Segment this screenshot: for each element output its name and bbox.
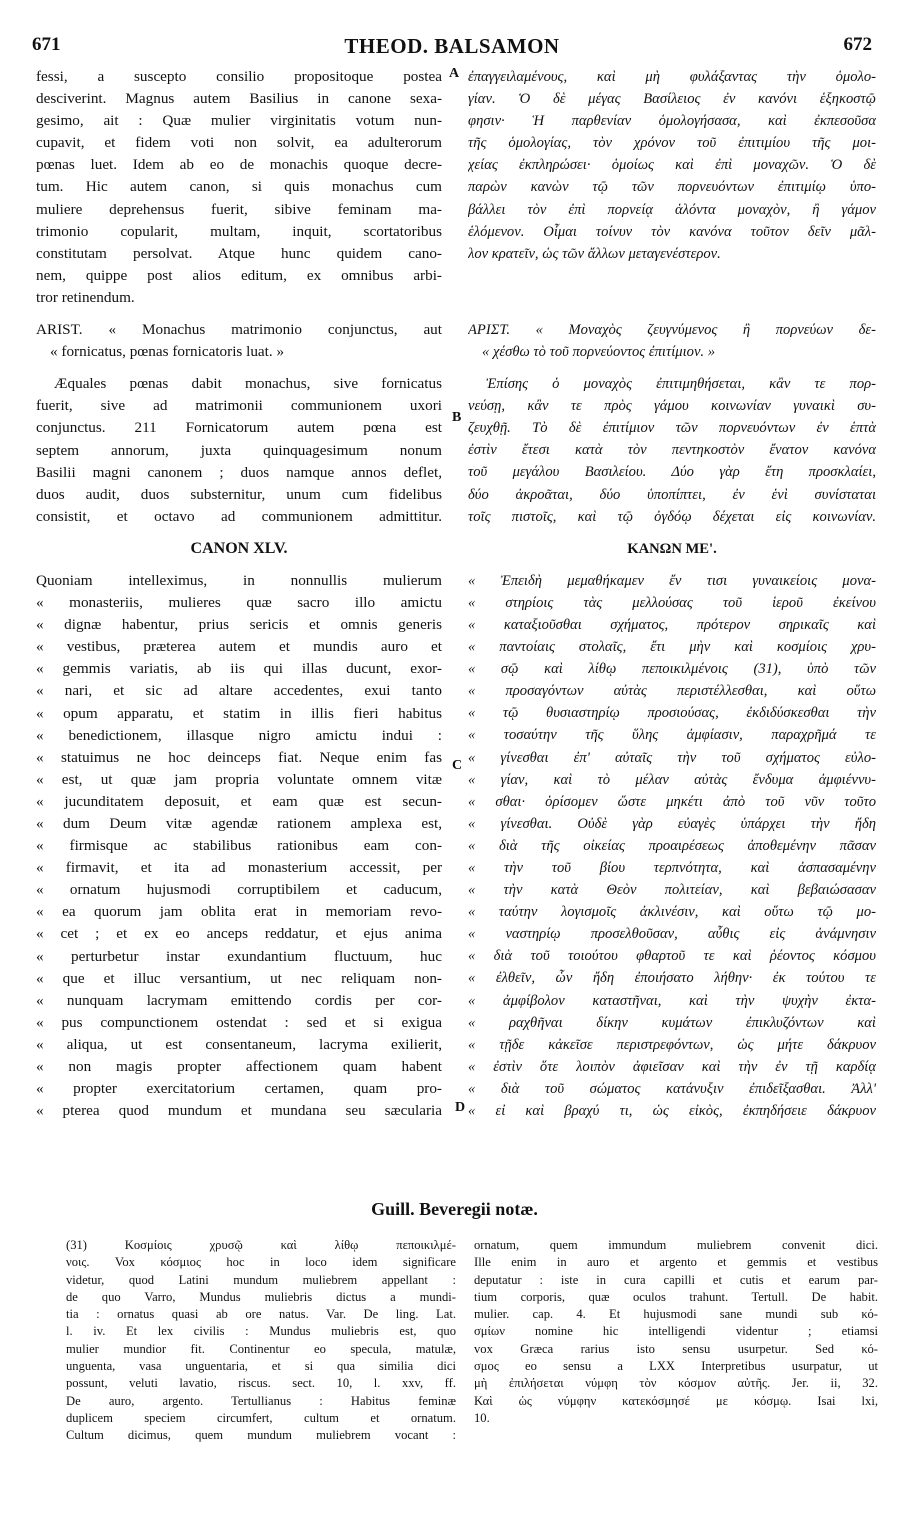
text-line: « ἐλθεῖν, ὧν ἤδη ἐποιήσατο λήθην· ἐκ τούτου τε: [468, 970, 876, 987]
text-line: « τῷ θυσιαστηρίῳ προσιούσας, ἐκδιδύσκεσθαι τὴν: [468, 705, 876, 722]
text-line: τῆς ὁμολογίας, τὸν χρόνον τοῦ ἐπιτιμίου τῆς μοι-: [468, 135, 876, 152]
text-line: « que et illuc versantium, ut nec reliquam non-: [36, 969, 442, 987]
text-line: « nari, et sic ad altare accedentes, exui tanto: [36, 682, 442, 700]
text-line: « fornicatus, pœnas fornicatoris luat. »: [50, 343, 285, 361]
text-line: « pus compunctionem ostendat : sed et si exigua: [36, 1013, 442, 1031]
text-line: nem, quippe post alios editum, ex omnibus arbi-: [36, 266, 442, 284]
text-line: tror retinendum.: [36, 288, 135, 306]
text-line: δύο ἀκροᾶται, δύο ὑποπίπτει, ἐν ἑνὶ συνίσταται: [468, 486, 876, 503]
note-line: νοις. Vox κόσμιος hoc in loco idem significare: [66, 1255, 456, 1270]
text-line: ἐστὶν ἔτεσι κατὰ τὸν πεντηκοστὸν ἔνατον κανόνα: [468, 442, 876, 459]
text-line: « firmavit, et ita ad monasterium accessit, per: [36, 859, 442, 877]
note-line: mulier mundior fit. Continentur eo specula, matulæ,: [66, 1341, 456, 1356]
text-line: septem annorum, juxta quinquagesimum nonum: [36, 441, 442, 459]
text-line: « benedictionem, illasque nigro amictu indui :: [36, 726, 442, 744]
text-line: tum. Hic autem canon, si quis monachus cum: [36, 178, 442, 196]
note-line: tium corporis, quæ oculos trahunt. Tertull. De habit.: [474, 1289, 878, 1304]
notes-left-column: [66, 1237, 456, 1445]
text-line: « γίνεσθαι ἐπ' αὐταῖς τὴν τοῦ σχήματος εὐλο-: [468, 749, 876, 766]
margin-letter-b: B: [452, 410, 462, 425]
margin-letter-a: A: [449, 66, 460, 81]
canon-heading-latin: CANON XLV.: [190, 539, 288, 557]
note-line: (31) Κοσμίοις χρυσῷ καὶ λίθῳ πεποικιλμέ-: [66, 1238, 456, 1252]
text-line: muliere deprehensus fuerit, sibive feminam ma-: [36, 200, 442, 218]
text-line: « σῷ καὶ λίθῳ πεποικιλμένοις (31), ὑπὸ τῶν: [468, 661, 876, 678]
text-line: λον κρατεῖν, ὡς τῶν ἄλλων μεταγενέστερον.: [468, 245, 721, 262]
note-line: 10.: [474, 1410, 490, 1425]
text-line: ζευχθῇ. Τὸ δὲ ἐπιτίμιον τῶν πορνευόντων ἐν ἑπτὰ: [468, 420, 876, 437]
text-line: duos audit, duos substernitur, unum cum fidelibus: [36, 485, 442, 503]
text-line: Quoniam intelleximus, in nonnullis mulierum: [36, 571, 442, 589]
text-line: pœnas luet. Idem ab eo de monachis quoque decre-: [36, 156, 442, 174]
margin-letter-d: D: [455, 1100, 466, 1115]
text-line: « τῇδε κἀκεῖσε περιστρεφόντων, ὡς μήτε δάκρυον: [468, 1036, 876, 1053]
text-line: « εἰ καὶ βραχύ τι, ὡς εἰκὸς, ἐκπηδήσειε δάκρυον: [468, 1103, 876, 1120]
text-line: « τὴν τοῦ βίου τερπνότητα, καὶ ἀσπασαμένην: [468, 860, 876, 876]
note-line: ornatum, quem immundum muliebrem convenit dici.: [474, 1238, 878, 1252]
latin-paragraph-2: [36, 373, 442, 528]
note-line: De auro, argento. Tertullianus : Habitus feminæ: [66, 1393, 456, 1408]
text-line: Basilii magni canonem ; duos namque annos deflet,: [36, 463, 442, 481]
text-line: « στηρίοις τὰς μελλούσας τοῦ ἱεροῦ ἐκείνου: [468, 594, 876, 611]
margin-letter-c: C: [452, 758, 463, 773]
text-line: « vestibus, præterea autem et mundis auro et: [36, 638, 442, 656]
note-line: videtur, quod Latini mundum muliebrem appellant :: [66, 1272, 456, 1287]
text-line: παρὼν κανὼν τῷ τῶν πορνευόντων ἐπιτιμίῳ ὑπο-: [468, 179, 876, 196]
note-line: σμίων nomine hic intelligendi videntur ; etiamsi: [474, 1324, 878, 1339]
text-line: γίαν. Ὁ δὲ μέγας Βασίλειος ἐν κανόνι ἑξηκοστῷ: [468, 91, 876, 108]
latin-canon-text: [36, 570, 442, 1122]
text-line: « γίνεσθαι. Οὐδὲ γὰρ εὐαγὲς ὑπάρχει τὴν ἤδη: [468, 815, 876, 832]
page-number-right: 672: [843, 34, 872, 55]
text-line: « ornatum hujusmodi corruptibilem et caducum,: [36, 881, 442, 899]
text-line: gesimo, ait : Quæ mulier virginitatis votum nun-: [36, 112, 442, 130]
note-line: unguenta, vasa unguentaria, et si qua similia dici: [66, 1359, 456, 1374]
note-line: deputatur : iste in cura capilli et cutis et earum par-: [474, 1272, 878, 1287]
text-line: τοῦ μεγάλου Βασιλείου. Δύο γὰρ ἔτη προσκλαίει,: [468, 464, 876, 481]
text-line: Æquales pœnas dabit monachus, sive fornicatus: [54, 375, 442, 393]
canon-heading-greek: ΚΑΝΩΝ ΜΕ'.: [627, 540, 717, 557]
notes-right-column: [474, 1237, 878, 1427]
text-line: ἑλόμενον. Οἶμαι τοίνυν τὸν κανόνα τοῦτον δεῖν μᾶλ-: [468, 223, 876, 240]
text-line: « διὰ τοῦ τοιούτου φθαρτοῦ τε καὶ ῥέοντος κόσμου: [468, 948, 876, 965]
text-line: « nunquam lacrymam emittendo cordis per cor-: [36, 991, 442, 1009]
text-line: consistit, et octavo ad communionem admittitur.: [36, 507, 442, 525]
text-line: χείας ἐκπληρώσει· ὁμοίως καὶ ἐπὶ μοναχῶν. Ὁ δὲ: [468, 157, 876, 174]
text-line: « cet ; et ex eo anceps reddatur, et ejus anima: [36, 925, 442, 943]
text-line: cupavit, et fidem voti non solvit, ea adulterorum: [36, 134, 442, 152]
text-line: « ἀμφίβολον καταστῆναι, καὶ τὴν ψυχὴν ἐκτα-: [468, 992, 876, 1009]
text-line: fessi, a suscepto consilio propositoque postea: [36, 68, 442, 85]
greek-arist: [468, 319, 876, 363]
text-line: « καταξιοῦσθαι σχήματος, πρότερον σηρικαῖς καὶ: [468, 616, 876, 633]
latin-arist: [36, 319, 442, 363]
note-line: de quo Varro, Mundus muliebris dictus a mundi-: [66, 1289, 456, 1304]
text-line: ἐπαγγειλαμένους, καὶ μὴ φυλάξαντας τὴν ὁμολο-: [468, 69, 876, 85]
text-line: « χέσθω τὸ τοῦ πορνεύοντος ἐπιτίμιον. »: [482, 343, 716, 360]
text-line: νεύσῃ, κἂν τε πρὸς γάμου κοινωνίαν γυναικὶ συ-: [468, 398, 876, 415]
page-header: [32, 34, 872, 60]
text-line: « τοσαύτην τῆς ὕλης ἀμφίασιν, παραχρῆμά τε: [468, 727, 876, 744]
text-line: desciverint. Magnus autem Basilius in canone sexa-: [36, 90, 442, 108]
text-line: « monasteriis, mulieres quæ sacro illo amictu: [36, 594, 442, 612]
text-line: « γίαν, καὶ τὸ μέλαν αὐτὰς ἔνδυμα ἀμφιέννυ-: [468, 771, 876, 788]
text-line: « firmisque ac stabilibus rationibus eam con-: [36, 837, 442, 855]
note-line: Cultum dicimus, quem mundum muliebrem vocant :: [66, 1428, 456, 1443]
greek-column: [468, 66, 876, 1122]
note-line: duplicem speciem circumfert, cultum et ornatum.: [66, 1410, 456, 1425]
text-line: fuerit, sive ad matrimonii communionem uxori: [36, 397, 442, 415]
note-line: Καὶ ὡς νύμφην κατεκόσμησέ με κόσμῳ. Isai lxi,: [474, 1393, 878, 1408]
text-line: « Ἐπειδὴ μεμαθήκαμεν ἔν τισι γυναικείοις μονα-: [468, 572, 876, 589]
text-line: trimonio copularit, multam, inquit, scortatoribus: [36, 222, 442, 240]
text-line: βάλλει τὸν ἐπὶ πορνείᾳ ἁλόντα μοναχὸν, ἢ γάμον: [468, 201, 876, 218]
note-line: Ille enim in auro et argento et gemmis et vestibus: [474, 1255, 878, 1270]
text-line: « ἐστὶν ὅτε λοιπὸν ἀφιεῖσαν καὶ τὴν ἐν τῇ καρδίᾳ: [468, 1058, 876, 1075]
greek-canon-text: [468, 570, 876, 1122]
text-line: « propter exercitatorium certamen, quam pro-: [36, 1080, 442, 1098]
running-title: THEOD. BALSAMON: [344, 34, 560, 58]
text-line: « statuimus ne hoc deinceps fiat. Neque enim fas: [36, 748, 442, 766]
greek-paragraph-1: [468, 66, 876, 265]
text-line: « est, ut quæ jam propria voluntate omnem vitæ: [36, 770, 442, 788]
note-line: σμος eo sensu a LXX Interpretibus usurpatur, ut: [474, 1359, 878, 1374]
text-line: « dignæ habentur, prius sericis et omnis generis: [36, 616, 442, 634]
notes-heading: Guill. Beveregii notæ.: [371, 1199, 538, 1219]
text-line: « dum Deum vitæ agendæ rationem amplexa est,: [36, 815, 442, 832]
note-line: tia : ornatus quasi ab ore natus. Var. De ling. Lat.: [66, 1307, 456, 1322]
text-line: « ναστηρίῳ προσελθοῦσαν, αὖθις εἰς ἀνάμνησιν: [468, 926, 876, 943]
text-line: « aliqua, ut est consentaneum, lacryma exilierit,: [36, 1035, 442, 1053]
text-line: constitutam persolvat. Atque hunc quidem cano-: [36, 244, 442, 262]
text-line: τοῖς πιστοῖς, καὶ τῷ ὀγδόῳ δέχεται εἰς κοινωνίαν.: [468, 508, 876, 525]
text-line: « προσαγόντων αὐτὰς περιστέλλεσθαι, καὶ οὕτω: [468, 683, 876, 700]
text-line: « τὴν κατὰ Θεὸν πολιτείαν, καὶ βεβαιώσασαν: [468, 882, 876, 899]
text-line: Ἐπίσης ὁ μοναχὸς ἐπιτιμηθήσεται, κἂν τε πορ-: [486, 376, 876, 393]
text-line: ARIST. « Monachus matrimonio conjunctus, aut: [36, 321, 442, 339]
text-line: « ραχθῆναι δίκην κυμάτων ἐπικλυζόντων καὶ: [468, 1014, 876, 1031]
page-number-left: 671: [32, 34, 61, 55]
text-line: « διὰ τοῦ σώματος κατάνυξιν ἐπιδεῖξασθαι. Ἀλλ': [468, 1080, 876, 1097]
text-line: φησιν· Ἡ παρθενίαν ὁμολογήσασα, καὶ ἐκπεσοῦσα: [468, 113, 876, 130]
text-line: « διὰ τῆς οἰκείας προαιρέσεως ἀποθεμένην πᾶσαν: [468, 837, 876, 854]
text-line: conjunctus. 211 Fornicatorum autem pœna est: [36, 419, 442, 437]
text-line: « σθαι· ὁρίσομεν ὥστε μηκέτι ἀπὸ τοῦ νῦν τοῦτο: [468, 793, 876, 810]
text-line: « opum apparatu, et statim in illis fieri habitus: [36, 704, 442, 722]
note-line: l. iv. Et lex civilis : Mundus muliebris est, quo: [66, 1324, 456, 1339]
text-line: « perturbetur instar exundantium fluctuum, huc: [36, 947, 442, 965]
greek-paragraph-2: [468, 373, 876, 528]
text-line: « gemmis variatis, ab iis qui illas ducunt, exor-: [36, 660, 442, 678]
text-line: « ταύτην λογισμοῖς ἀκλινέσιν, καὶ οὕτω τῷ μο-: [468, 904, 876, 921]
text-line: « jucunditatem deposuit, et eam quæ est secun-: [36, 792, 442, 810]
text-line: « ea quorum jam oblita erat in memoriam revo-: [36, 903, 442, 921]
text-line: « pterea quod mundum et mundana seu sæcularia: [36, 1102, 442, 1120]
note-line: μὴ ἐπιλήσεται νύμφη τὸν κόσμον αὐτῆς. Jer. ii, 32.: [474, 1376, 878, 1391]
text-line: « παντοίαις στολαῖς, ἔτι μὴν καὶ κοσμίοις χρυ-: [468, 639, 876, 656]
text-line: ΑΡΙΣΤ. « Μοναχὸς ζευγνύμενος ἢ πορνεύων δε-: [468, 321, 876, 338]
note-line: possunt, veluti lavatio, riscus. sect. 10, l. xxv, ff.: [66, 1376, 456, 1391]
note-line: vox Græca rarius isto sensu usurpetur. Sed κό-: [474, 1341, 878, 1356]
latin-paragraph-1: [36, 66, 442, 309]
text-line: « non magis propter affectionem quam habent: [36, 1058, 442, 1076]
latin-column: [36, 66, 442, 1122]
note-line: mulier. cap. 4. Et hujusmodi sane mundi sub κό-: [474, 1307, 878, 1322]
